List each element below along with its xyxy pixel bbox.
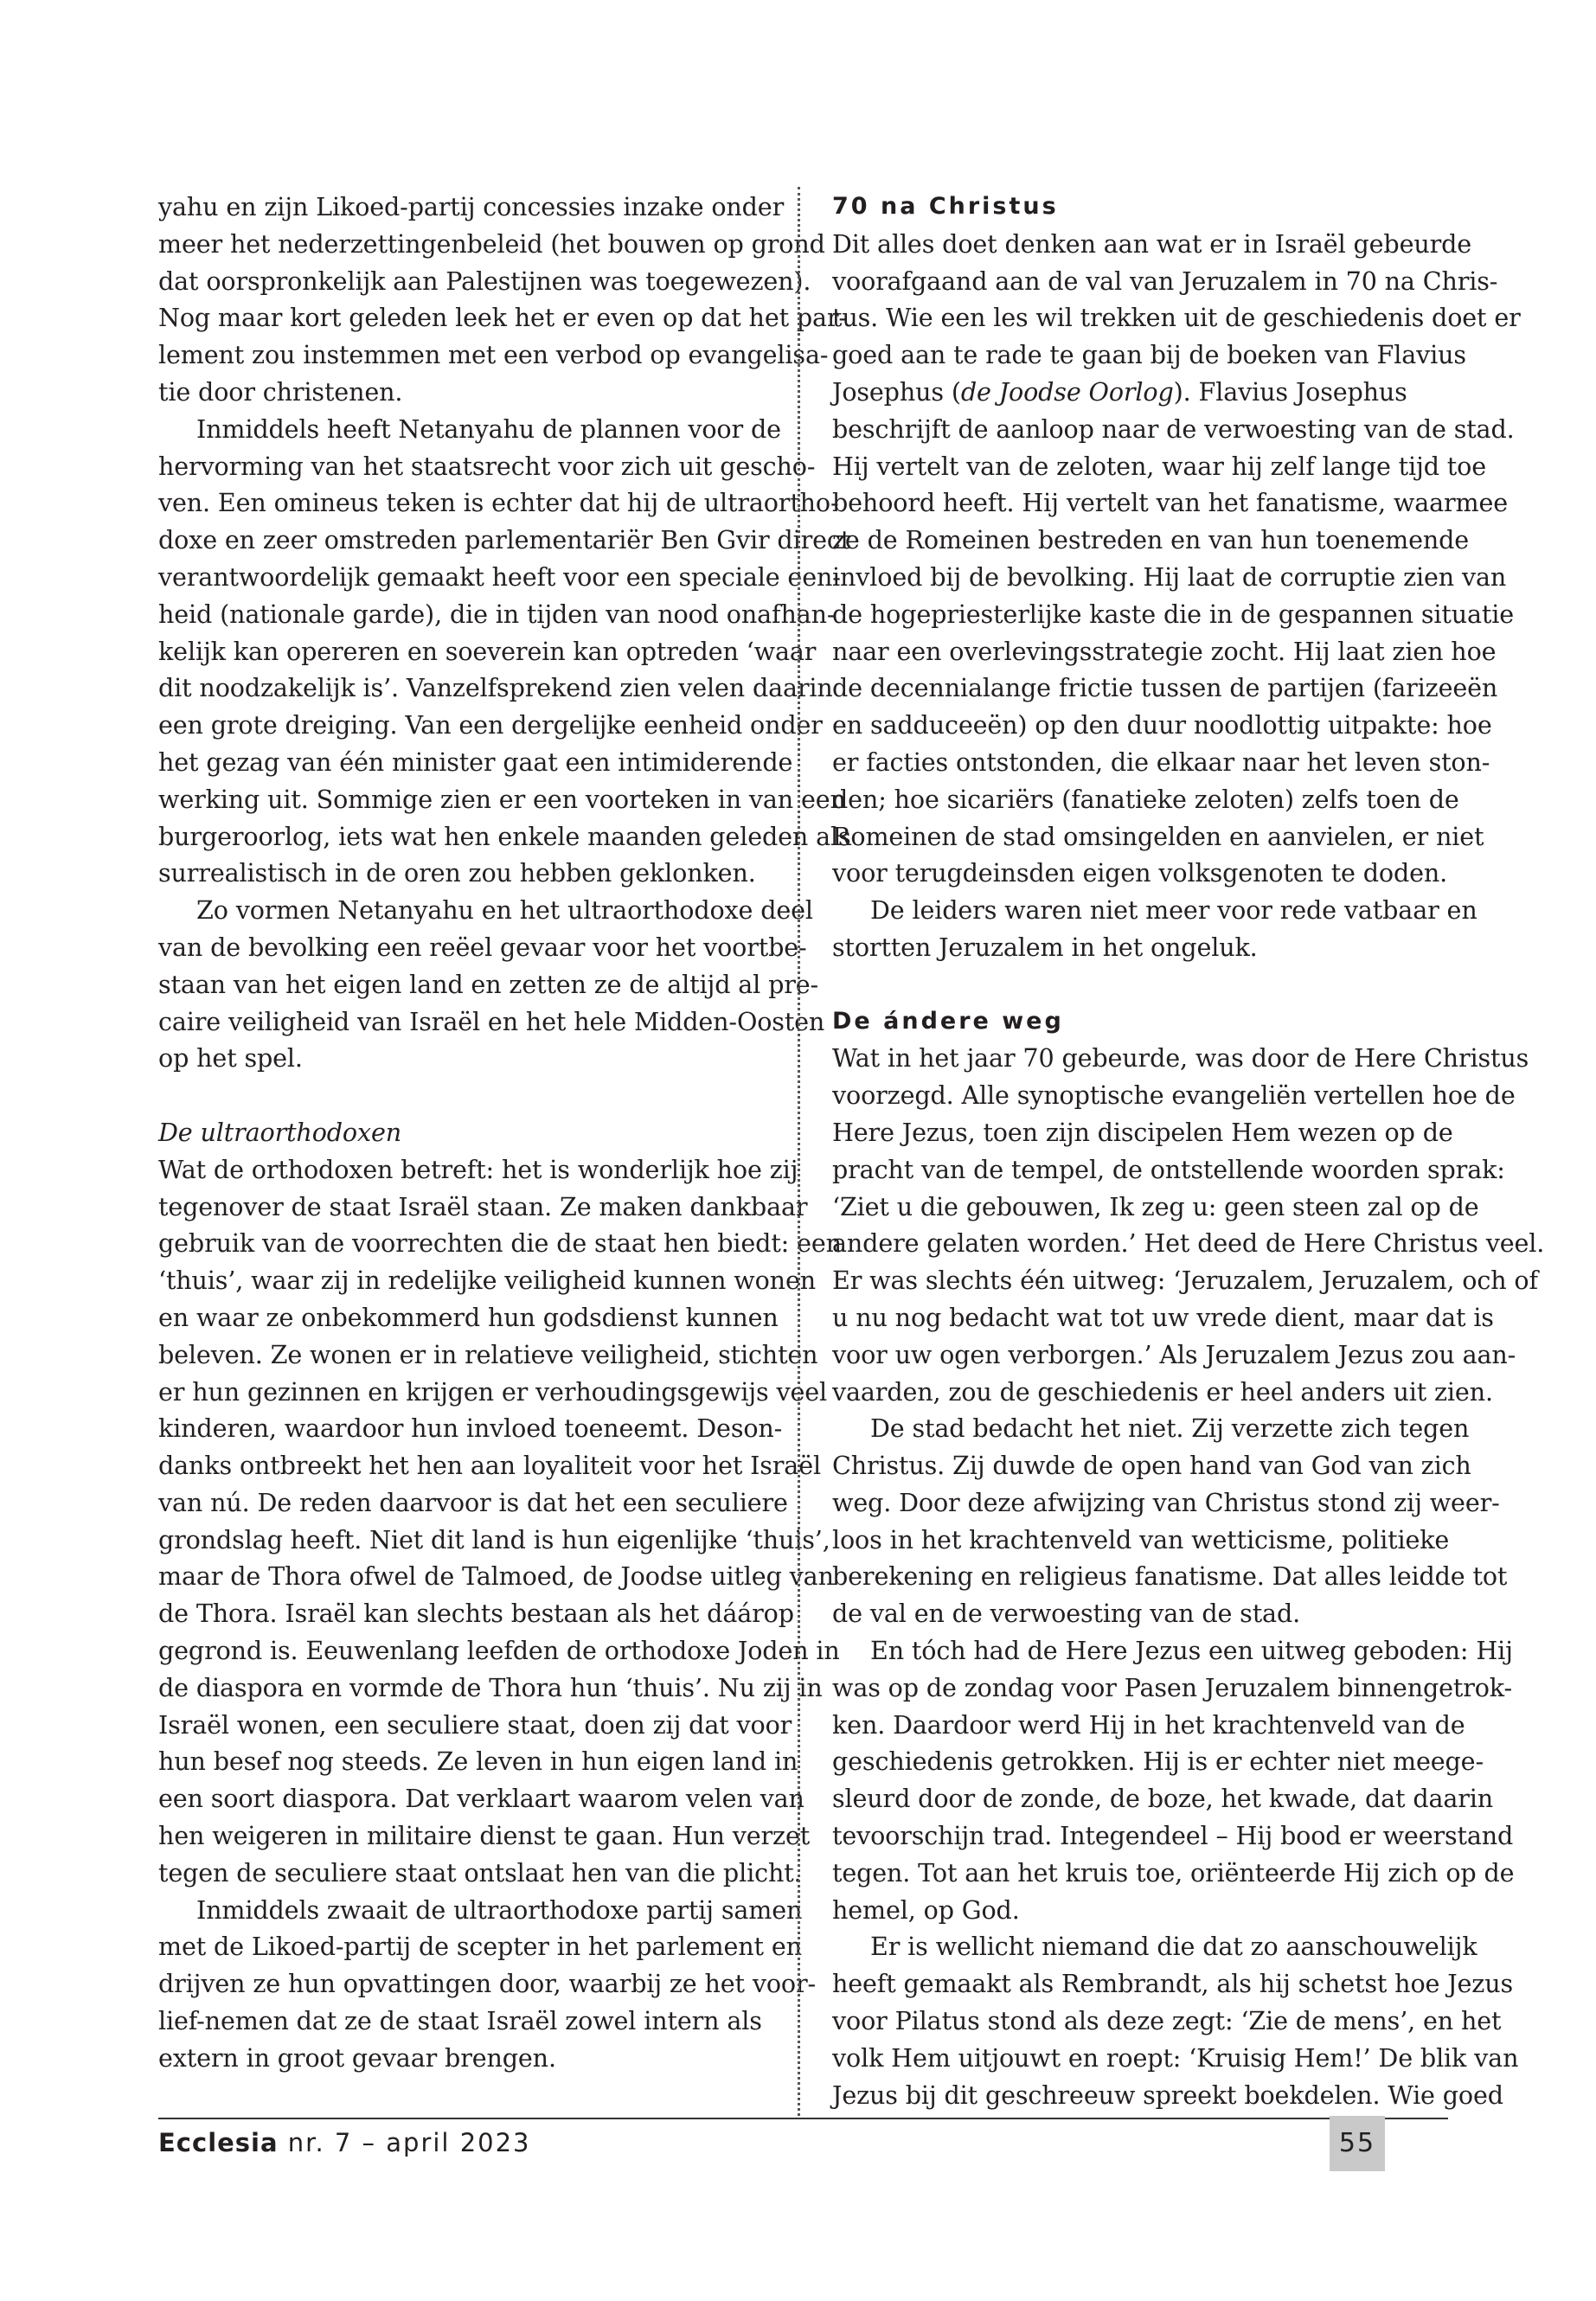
text-line: van nú. De reden daarvoor is dat het een seculiere xyxy=(158,1487,788,1517)
text-line: van de bevolking een reëel gevaar voor het voortbe- xyxy=(158,932,807,962)
text-line: loos in het krachtenveld van wetticisme, politieke xyxy=(832,1524,1450,1554)
text-line: voorafgaand aan de val van Jeruzalem in 70 na Chris- xyxy=(832,266,1498,296)
text-line: Hij vertelt van de zeloten, waar hij zelf lange tijd toe xyxy=(832,451,1486,481)
text-line: De stad bedacht het niet. Zij verzette zich tegen xyxy=(870,1413,1470,1444)
text-line: De leiders waren niet meer voor rede vatbaar en xyxy=(870,895,1477,926)
text-line: voorzegd. Alle synoptische evangeliën vertellen hoe de xyxy=(832,1080,1516,1111)
text-line: grondslag heeft. Niet dit land is hun eigenlijke ‘thuis’, xyxy=(158,1524,830,1554)
spacer xyxy=(158,1077,779,1114)
text-line: ven. Een omineus teken is echter dat hij de ultraortho- xyxy=(158,488,839,518)
text-line: surrealistisch in de oren zou hebben geklonken. xyxy=(158,858,756,888)
text-line: geschiedenis getrokken. Hij is er echter niet meege- xyxy=(832,1747,1484,1777)
text-line: heid (nationale garde), die in tijden van nood onafhan- xyxy=(158,599,836,629)
text-line: de hogepriesterlijke kaste die in de gespannen situatie xyxy=(832,599,1515,629)
text-line: u nu nog bedacht wat tot uw vrede dient, maar dat is xyxy=(832,1302,1494,1332)
text-line: verantwoordelijk gemaakt heeft voor een speciale een- xyxy=(158,561,841,592)
text-line: was op de zondag voor Pasen Jeruzalem binnengetrok- xyxy=(832,1672,1512,1702)
text-segment: ). Flavius Josephus xyxy=(1173,376,1407,407)
text-line: ‘thuis’, waar zij in redelijke veiligheid kunnen wonen xyxy=(158,1266,816,1296)
text-line: weg. Door deze afwijzing van Christus stond zij weer- xyxy=(832,1487,1500,1517)
text-line: Inmiddels heeft Netanyahu de plannen voor de xyxy=(196,413,781,444)
text-segment: Josephus ( xyxy=(832,376,961,407)
text-line: goed aan te rade te gaan bij de boeken van Flavius xyxy=(832,340,1466,370)
text-line: berekening en religieus fanatisme. Dat alles leidde tot xyxy=(832,1561,1508,1592)
text-line: hun besef nog steeds. Ze leven in hun eigen land in xyxy=(158,1747,798,1777)
text-line: gebruik van de voorrechten die de staat hen biedt: een xyxy=(158,1228,842,1259)
text-line: hervorming van het staatsrecht voor zich uit gescho- xyxy=(158,451,816,481)
text-line: Israël wonen, een seculiere staat, doen zij dat voor xyxy=(158,1709,792,1740)
text-line: met de Likoed-partij de scepter in het parlement en xyxy=(158,1932,802,1962)
paragraph-4 xyxy=(832,1410,1508,1632)
text-line: een soort diaspora. Dat verklaart waarom velen van xyxy=(158,1784,804,1814)
column-divider xyxy=(798,187,800,2116)
text-line: op het spel. xyxy=(158,1043,303,1074)
text-line: stortten Jeruzalem in het ongeluk. xyxy=(832,932,1258,962)
paragraph-2 xyxy=(832,892,1477,966)
spacer xyxy=(832,966,1448,1003)
text-line: invloed bij de bevolking. Hij laat de corruptie zien van xyxy=(832,561,1507,592)
text-line: En tóch had de Here Jezus een uitweg geboden: Hij xyxy=(870,1636,1513,1666)
text-line: beleven. Ze wonen er in relatieve veiligheid, stichten xyxy=(158,1339,818,1369)
issue-label: nr. 7 – april 2023 xyxy=(287,2128,531,2157)
text-line: Wat in het jaar 70 gebeurde, was door de Here Christus xyxy=(832,1043,1529,1074)
text-line: ken. Daardoor werd Hij in het krachtenveld van de xyxy=(832,1709,1465,1740)
text-line: caire veiligheid van Israël en het hele Midden-Oosten xyxy=(158,1006,825,1036)
text-line: de decennialange frictie tussen de partijen (farizeeën xyxy=(832,673,1498,703)
text-line: dat oorspronkelijk aan Palestijnen was toegewezen). xyxy=(158,266,811,296)
right-column xyxy=(832,189,1545,2113)
footer-rule xyxy=(158,2118,1448,2119)
text-line: de Thora. Israël kan slechts bestaan als het dáárop xyxy=(158,1599,794,1629)
text-line: ‘Ziet u die gebouwen, Ik zeg u: geen steen zal op de xyxy=(832,1191,1479,1221)
paragraph-3 xyxy=(158,892,825,1077)
section-heading-andere-weg: De ándere weg xyxy=(832,1007,1064,1035)
text-line: hemel, op God. xyxy=(832,1894,1020,1925)
text-line: hen weigeren in militaire dienst te gaan. Hun verzet xyxy=(158,1821,811,1851)
section-heading-ultraorthodoxen: De ultraorthodoxen xyxy=(158,1117,401,1147)
text-line: er hun gezinnen en krijgen er verhoudingsgewijs veel xyxy=(158,1376,827,1407)
text-line: de diaspora en vormde de Thora hun ‘thuis’. Nu zij in xyxy=(158,1672,823,1702)
text-line: Dit alles doet denken aan wat er in Israël gebeurde xyxy=(832,228,1472,259)
text-line: meer het nederzettingenbeleid (het bouwen op grond xyxy=(158,228,825,259)
paragraph-1 xyxy=(832,226,1521,892)
page-number: 55 xyxy=(1330,2116,1385,2171)
text-line: kelijk kan opereren en soeverein kan optreden ‘waar xyxy=(158,636,817,666)
text-line: extern in groot gevaar brengen. xyxy=(158,2042,556,2073)
paragraph-6 xyxy=(832,1928,1519,2113)
text-line: naar een overlevingsstrategie zocht. Hij laat zien hoe xyxy=(832,636,1497,666)
text-line: en sadduceeën) op den duur noodlottig uitpakte: hoe xyxy=(832,710,1492,740)
text-line: behoord heeft. Hij vertelt van het fanatisme, waarmee xyxy=(832,488,1509,518)
text-line: Here Jezus, toen zijn discipelen Hem wezen op de xyxy=(832,1117,1453,1147)
text-line: de val en de verwoesting van de stad. xyxy=(832,1599,1301,1629)
footer-issue-info xyxy=(158,2128,531,2157)
paragraph-2 xyxy=(158,411,851,892)
text-line: danks ontbreekt het hen aan loyaliteit voor het Israël xyxy=(158,1451,821,1481)
text-line: vaarden, zou de geschiedenis er heel anders uit zien. xyxy=(832,1376,1493,1407)
text-line: tegen. Tot aan het kruis toe, oriënteerde Hij zich op de xyxy=(832,1857,1515,1888)
text-line: werking uit. Sommige zien er een voorteken in van een xyxy=(158,784,846,814)
text-line: tegen de seculiere staat ontslaat hen van die plicht. xyxy=(158,1857,802,1888)
text-line: Er was slechts één uitweg: ‘Jeruzalem, Jeruzalem, och of xyxy=(832,1266,1538,1296)
text-line: andere gelaten worden.’ Het deed de Here Christus veel. xyxy=(832,1228,1545,1259)
text-line: Christus. Zij duwde de open hand van God van zich xyxy=(832,1451,1471,1481)
text-line: een grote dreiging. Van een dergelijke eenheid onder xyxy=(158,710,823,740)
left-column xyxy=(158,189,851,2077)
text-line: staan van het eigen land en zetten ze de altijd al pre- xyxy=(158,969,819,999)
text-line: tegenover de staat Israël staan. Ze maken dankbaar xyxy=(158,1191,808,1221)
text-line: voor terugdeinsden eigen volksgenoten te doden. xyxy=(832,858,1448,888)
book-title: de Joodse Oorlog xyxy=(960,376,1174,407)
text-line: dit noodzakelijk is’. Vanzelfsprekend zien velen daarin xyxy=(158,673,833,703)
text-line: tus. Wie een les wil trekken uit de geschiedenis doet er xyxy=(832,303,1521,333)
paragraph-1 xyxy=(158,189,847,411)
text-line: Inmiddels zwaait de ultraorthodoxe partij samen xyxy=(196,1894,803,1925)
text-line: Wat de orthodoxen betreft: het is wonderlijk hoe zij xyxy=(158,1154,798,1184)
paragraph-5 xyxy=(832,1632,1515,1928)
paragraph-5 xyxy=(158,1892,817,2077)
text-line: gegrond is. Eeuwenlang leefden de orthodoxe Joden in xyxy=(158,1636,840,1666)
text-line: burgeroorlog, iets wat hen enkele maanden geleden als xyxy=(158,821,851,851)
text-line: beschrijft de aanloop naar de verwoesting van de stad. xyxy=(832,413,1515,444)
text-line: het gezag van één minister gaat een intimiderende xyxy=(158,747,793,777)
text-line: sleurd door de zonde, de boze, het kwade, dat daarin xyxy=(832,1784,1494,1814)
text-line: yahu en zijn Likoed-partij concessies inzake onder xyxy=(158,192,785,221)
text-line: den; hoe sicariërs (fanatieke zeloten) zelfs toen de xyxy=(832,784,1459,814)
text-line: Zo vormen Netanyahu en het ultraorthodoxe deel xyxy=(196,895,813,926)
paragraph-3 xyxy=(832,1040,1545,1410)
text-line: er facties ontstonden, die elkaar naar het leven ston- xyxy=(832,747,1490,777)
text-line: en waar ze onbekommerd hun godsdienst kunnen xyxy=(158,1302,779,1332)
text-line: tevoorschijn trad. Integendeel – Hij bood er weerstand xyxy=(832,1821,1514,1851)
text-line: kinderen, waardoor hun invloed toeneemt. Deson- xyxy=(158,1413,783,1444)
text-line: Er is wellicht niemand die dat zo aanschouwelijk xyxy=(870,1932,1477,1962)
text-line xyxy=(832,374,1448,411)
text-line: Nog maar kort geleden leek het er even op dat het par- xyxy=(158,303,847,333)
text-line: tie door christenen. xyxy=(158,376,403,407)
text-line: volk Hem uitjouwt en roept: ‘Kruisig Hem!’ De blik van xyxy=(832,2042,1519,2073)
text-line: doxe en zeer omstreden parlementariër Ben Gvir direct xyxy=(158,525,851,555)
text-line: drijven ze hun opvattingen door, waarbij ze het voor- xyxy=(158,1969,817,1999)
text-line: Jezus bij dit geschreeuw spreekt boekdelen. Wie goed xyxy=(832,2080,1503,2110)
text-line: ze de Romeinen bestreden en van hun toenemende xyxy=(832,525,1470,555)
text-line: heeft gemaakt als Rembrandt, als hij schetst hoe Jezus xyxy=(832,1969,1514,1999)
section-heading-70-na-christus: 70 na Christus xyxy=(832,193,1059,220)
text-line: voor Pilatus stond als deze zegt: ‘Zie de mens’, en het xyxy=(832,2006,1502,2036)
text-line: maar de Thora ofwel de Talmoed, de Joodse uitleg van xyxy=(158,1561,834,1592)
text-line: voor uw ogen verborgen.’ Als Jeruzalem Jezus zou aan- xyxy=(832,1339,1516,1369)
magazine-name: Ecclesia xyxy=(158,2128,279,2157)
text-line: lief-nemen dat ze de staat Israël zowel intern als xyxy=(158,2006,762,2036)
text-line: pracht van de tempel, de ontstellende woorden sprak: xyxy=(832,1154,1505,1184)
paragraph-4 xyxy=(158,1151,842,1892)
text-line: lement zou instemmen met een verbod op evangelisa- xyxy=(158,340,829,370)
text-line: Romeinen de stad omsingelden en aanvielen, er niet xyxy=(832,821,1484,851)
